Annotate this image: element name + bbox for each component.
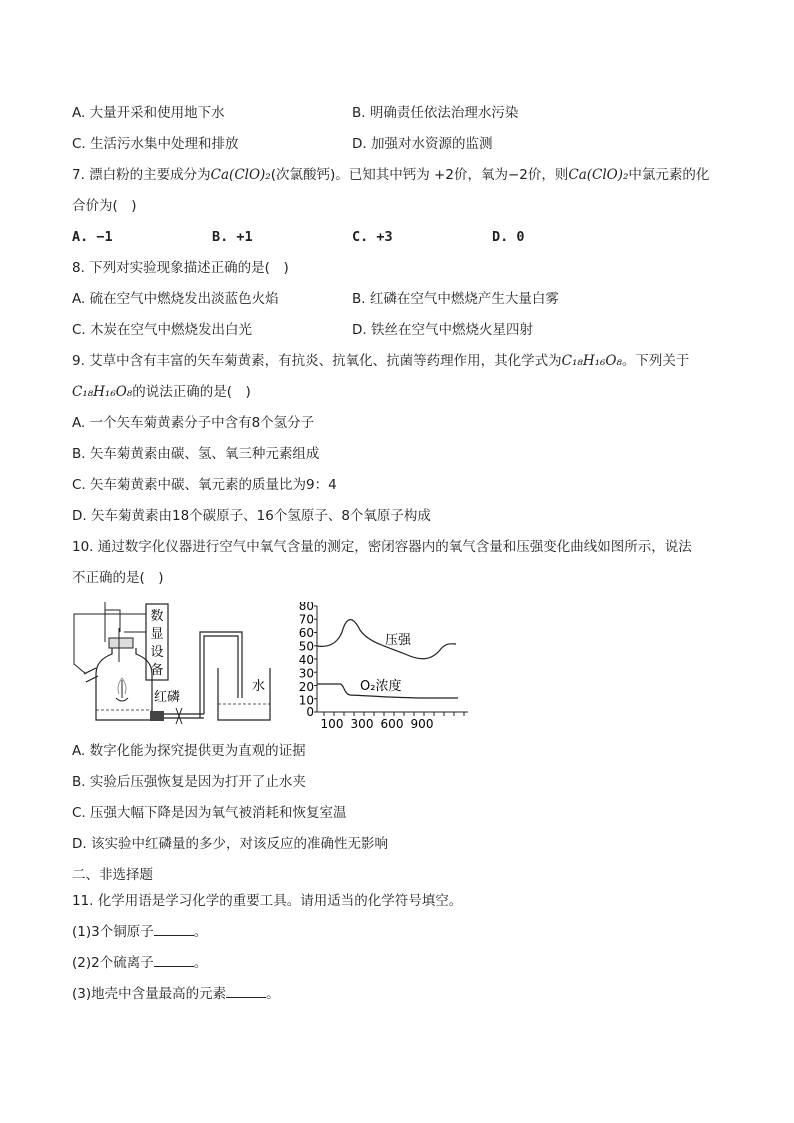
q7-stem-part-3: 中氯元素的化 xyxy=(628,167,710,183)
device-char-2: 显 xyxy=(150,627,164,642)
q10-option-d[interactable]: D. 该实验中红磷量的多少，对该反应的准确性无影响 xyxy=(72,836,388,852)
q8-option-a[interactable]: A. 硫在空气中燃烧发出淡蓝色火焰 xyxy=(72,291,279,307)
pressure-label: 压强 xyxy=(385,633,412,648)
y-tick-10: 10 xyxy=(298,693,314,708)
q9-option-a[interactable]: A. 一个矢车菊黄素分子中含有8个氢分子 xyxy=(72,415,315,431)
q9-formula-repeat: C₁₈H₁₆O₈ xyxy=(72,384,133,400)
y-tick-50: 50 xyxy=(298,639,314,654)
q6-option-b[interactable]: B. 明确责任依法治理水污染 xyxy=(352,105,519,121)
q10-option-b[interactable]: B. 实验后压强恢复是因为打开了止水夹 xyxy=(72,774,306,790)
apparatus-diagram xyxy=(72,602,292,732)
q9-stem-part-3: 的说法正确的是( ) xyxy=(132,384,251,400)
q9-option-d[interactable]: D. 矢车菊黄素由18个碳原子、16个氢原子、8个氧原子构成 xyxy=(72,508,431,524)
q8-option-d[interactable]: D. 铁丝在空气中燃烧火星四射 xyxy=(352,322,533,338)
q9-formula: C₁₈H₁₆O₈ xyxy=(561,353,622,369)
q8-row-2 xyxy=(72,319,722,350)
phosphorus-label: 红磷 xyxy=(154,690,181,705)
y-tick-80: 80 xyxy=(298,602,314,613)
q7-stem-line-1 xyxy=(72,164,722,195)
q11-answer-blank-1[interactable] xyxy=(154,921,194,936)
y-tick-40: 40 xyxy=(298,653,314,667)
q11-item-1-text: (1)3个铜原子 xyxy=(72,924,154,940)
q8-option-c[interactable]: C. 木炭在空气中燃烧发出白光 xyxy=(72,322,253,338)
q11-answer-blank-3[interactable] xyxy=(226,983,266,998)
q10-option-a[interactable]: A. 数字化能为探究提供更为直观的证据 xyxy=(72,743,306,759)
q9-option-b[interactable]: B. 矢车菊黄素由碳、氢、氧三种元素组成 xyxy=(72,446,320,462)
q10-option-c[interactable]: C. 压强大幅下降是因为氧气被消耗和恢复室温 xyxy=(72,805,347,821)
q9-stem-line-1 xyxy=(72,350,722,381)
device-char-3: 设 xyxy=(150,645,164,660)
x-tick-100: 100 xyxy=(320,717,344,731)
q9-stem-part-1: 9. 艾草中含有丰富的矢车菊黄素，有抗炎、抗氧化、抗菌等药理作用，其化学式为 xyxy=(72,353,562,369)
y-tick-30: 30 xyxy=(298,666,314,681)
q6-option-a[interactable]: A. 大量开采和使用地下水 xyxy=(72,105,225,121)
q6-option-d[interactable]: D. 加强对水资源的监测 xyxy=(352,136,493,152)
y-tick-0: 0 xyxy=(306,705,314,719)
q11-item-2 xyxy=(72,952,722,983)
q6-option-c[interactable]: C. 生活污水集中处理和排放 xyxy=(72,136,239,152)
q7-option-a[interactable]: A. −1 xyxy=(72,229,113,245)
y-tick-20: 20 xyxy=(298,680,314,694)
q11-answer-blank-2[interactable] xyxy=(154,952,194,967)
q11-item-3-end: 。 xyxy=(266,986,280,1002)
q9-option-c[interactable]: C. 矢车菊黄素中碳、氧元素的质量比为9：4 xyxy=(72,477,337,493)
q11-item-1-end: 。 xyxy=(193,924,208,940)
device-char-1: 数 xyxy=(150,609,164,624)
q11-item-2-text: (2)2个硫离子 xyxy=(72,955,154,971)
q7-options xyxy=(72,226,722,257)
q6-row-1 xyxy=(72,102,722,133)
section-heading: 二、非选择题 xyxy=(72,867,153,883)
q9-stem-part-2: 。下列关于 xyxy=(621,353,690,369)
q11-item-1 xyxy=(72,921,722,952)
q11-item-3 xyxy=(72,983,722,1014)
q8-option-b[interactable]: B. 红磷在空气中燃烧产生大量白雾 xyxy=(352,291,559,307)
q10-stem-line-2: 不正确的是( ) xyxy=(72,570,164,586)
q11-item-3-text: (3)地壳中含量最高的元素 xyxy=(72,986,227,1002)
q10-figure xyxy=(72,602,722,732)
q7-stem-part-2: (次氯酸钙)。已知其中钙为 +2价，氧为−2价，则 xyxy=(270,167,569,183)
q7-stem-line-2: 合价为( ) xyxy=(72,198,137,214)
x-tick-600: 600 xyxy=(380,717,404,731)
q7-option-b[interactable]: B. +1 xyxy=(212,229,253,245)
q9-stem-line-2 xyxy=(72,381,722,412)
pressure-o2-graph xyxy=(290,602,470,732)
x-tick-900: 900 xyxy=(410,717,434,731)
q7-option-d[interactable]: D. 0 xyxy=(492,229,525,245)
q7-option-c[interactable]: C. +3 xyxy=(352,229,393,245)
q7-stem-part-1: 7. 漂白粉的主要成分为 xyxy=(72,167,211,183)
q10-stem-line-1: 10. 通过数字化仪器进行空气中氧气含量的测定，密闭容器内的氧气含量和压强变化曲线如图所示，说法 xyxy=(72,539,692,555)
y-tick-70: 70 xyxy=(298,612,314,627)
q7-formula-1: Ca(ClO)₂ xyxy=(210,167,271,183)
device-char-4: 备 xyxy=(150,663,164,678)
o2-label: O₂浓度 xyxy=(360,679,402,694)
water-label: 水 xyxy=(252,679,266,694)
q7-formula-2: Ca(ClO)₂ xyxy=(568,167,629,183)
x-tick-300: 300 xyxy=(350,717,374,731)
exam-page xyxy=(72,102,722,1014)
q11-stem: 11. 化学用语是学习化学的重要工具。请用适当的化学符号填空。 xyxy=(72,893,463,909)
q8-row-1 xyxy=(72,288,722,319)
q8-stem: 8. 下列对实验现象描述正确的是( ) xyxy=(72,260,289,276)
y-tick-60: 60 xyxy=(298,626,314,640)
q6-row-2 xyxy=(72,133,722,164)
q11-item-2-end: 。 xyxy=(193,955,208,971)
